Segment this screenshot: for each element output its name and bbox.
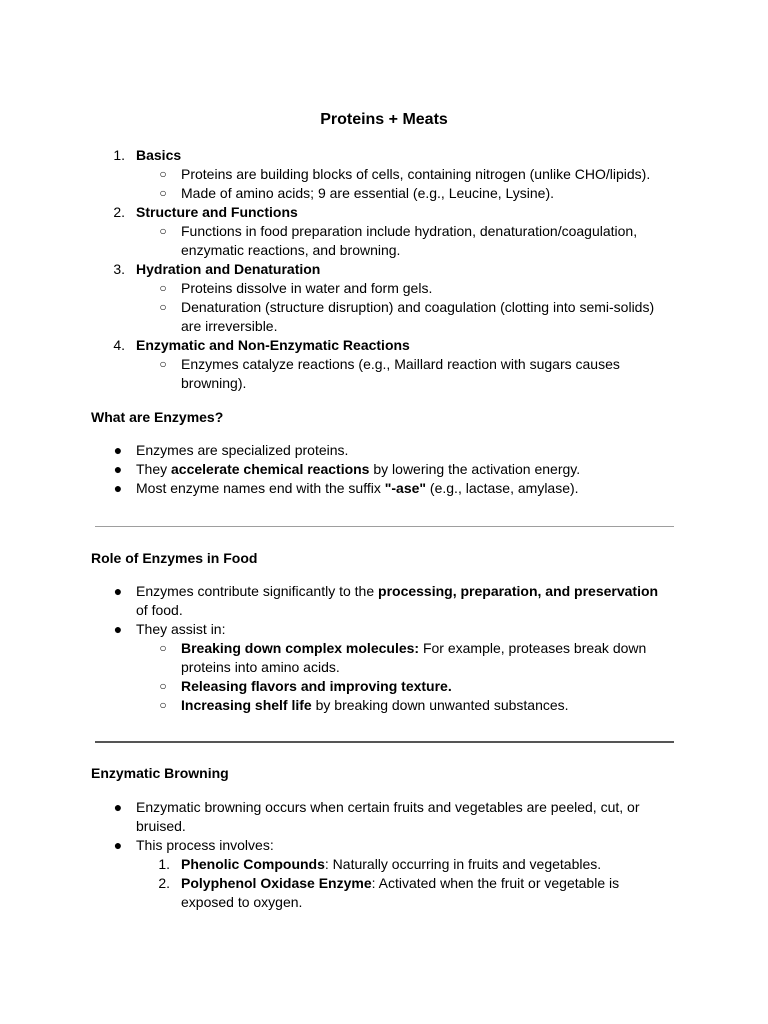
bullet-icon: ● (113, 461, 123, 477)
bullet-icon: ● (113, 621, 123, 637)
section-heading-role-of-enzymes: Role of Enzymes in Food (91, 550, 258, 566)
list-number: 2. (158, 875, 170, 891)
circle-bullet-icon: ○ (159, 167, 167, 181)
bullet-icon: ● (113, 442, 123, 458)
list-number: 2. (113, 204, 125, 220)
list-item-text: This process involves: (136, 837, 274, 853)
circle-bullet-icon: ○ (159, 679, 167, 693)
circle-bullet-icon: ○ (159, 641, 167, 655)
list-item-text: Enzymatic browning occurs when certain fruits and vegetables are peeled, cut, or bruised. (136, 799, 640, 834)
list-item (0, 639, 768, 677)
enzymatic-browning-list (0, 798, 768, 912)
list-item (0, 298, 768, 336)
list-item-text: Releasing flavors and improving texture. (181, 678, 452, 694)
bullet-icon: ● (113, 583, 123, 599)
page-title: Proteins + Meats (320, 111, 448, 128)
outline-heading: Basics (136, 147, 182, 163)
bullet-icon: ● (113, 799, 123, 815)
role-of-enzymes-list (0, 582, 768, 715)
circle-bullet-icon: ○ (159, 300, 167, 314)
list-item (0, 620, 768, 639)
list-item (0, 798, 768, 836)
list-item-text: Proteins are building blocks of cells, containing nitrogen (unlike CHO/lipids). (181, 166, 651, 182)
list-item-text: They accelerate chemical reactions by lowering the activation energy. (136, 461, 581, 477)
list-item (0, 460, 768, 479)
circle-bullet-icon: ○ (159, 698, 167, 712)
section-heading-enzymatic-browning: Enzymatic Browning (91, 765, 229, 781)
outline-list (0, 146, 768, 393)
list-item (0, 836, 768, 855)
list-item-text: Enzymes contribute significantly to the processing, preparation, and preservation of food. (136, 583, 659, 618)
list-item (0, 441, 768, 460)
list-item (0, 165, 768, 184)
circle-bullet-icon: ○ (159, 357, 167, 371)
list-item-text: Most enzyme names end with the suffix "-ase" (e.g., lactase, amylase). (136, 480, 579, 496)
horizontal-divider (95, 526, 674, 527)
list-item-text: Polyphenol Oxidase Enzyme: Activated when the fruit or vegetable is exposed to oxygen. (181, 875, 620, 910)
list-item (0, 279, 768, 298)
list-number: 3. (113, 261, 125, 277)
outline-item (0, 260, 768, 279)
section-heading-what-are-enzymes: What are Enzymes? (91, 409, 224, 425)
list-item-text: Enzymes are specialized proteins. (136, 442, 349, 458)
list-item-text: Made of amino acids; 9 are essential (e.g., Leucine, Lysine). (181, 185, 555, 201)
list-number: 4. (113, 337, 125, 353)
outline-item (0, 203, 768, 222)
list-item-text: Phenolic Compounds: Naturally occurring in fruits and vegetables. (181, 856, 602, 872)
list-item-text: Denaturation (structure disruption) and coagulation (clotting into semi-solids) are irreversible. (181, 299, 655, 334)
outline-item (0, 146, 768, 165)
outline-heading: Enzymatic and Non-Enzymatic Reactions (136, 337, 410, 353)
bullet-icon: ● (113, 480, 123, 496)
list-item (0, 582, 768, 620)
list-item-text: Enzymes catalyze reactions (e.g., Maillard reaction with sugars causes browning). (181, 356, 620, 391)
list-item (0, 874, 768, 912)
list-number: 1. (158, 856, 170, 872)
list-item (0, 696, 768, 715)
bullet-icon: ● (113, 837, 123, 853)
outline-item (0, 336, 768, 355)
list-item (0, 355, 768, 393)
list-item-text: Proteins dissolve in water and form gels. (181, 280, 433, 296)
list-item-text: Breaking down complex molecules: For example, proteases break down proteins into amino acids. (181, 640, 647, 675)
outline-heading: Hydration and Denaturation (136, 261, 321, 277)
list-number: 1. (113, 147, 125, 163)
list-item (0, 222, 768, 260)
what-are-enzymes-list (0, 441, 768, 498)
horizontal-divider (95, 741, 674, 743)
outline-heading: Structure and Functions (136, 204, 298, 220)
list-item-text: Increasing shelf life by breaking down unwanted substances. (181, 697, 569, 713)
list-item (0, 184, 768, 203)
list-item (0, 855, 768, 874)
circle-bullet-icon: ○ (159, 281, 167, 295)
list-item-text: They assist in: (136, 621, 226, 637)
list-item-text: Functions in food preparation include hydration, denaturation/coagulation, enzymatic reactions, and browning. (181, 223, 638, 258)
circle-bullet-icon: ○ (159, 224, 167, 238)
list-item (0, 677, 768, 696)
list-item (0, 479, 768, 498)
circle-bullet-icon: ○ (159, 186, 167, 200)
